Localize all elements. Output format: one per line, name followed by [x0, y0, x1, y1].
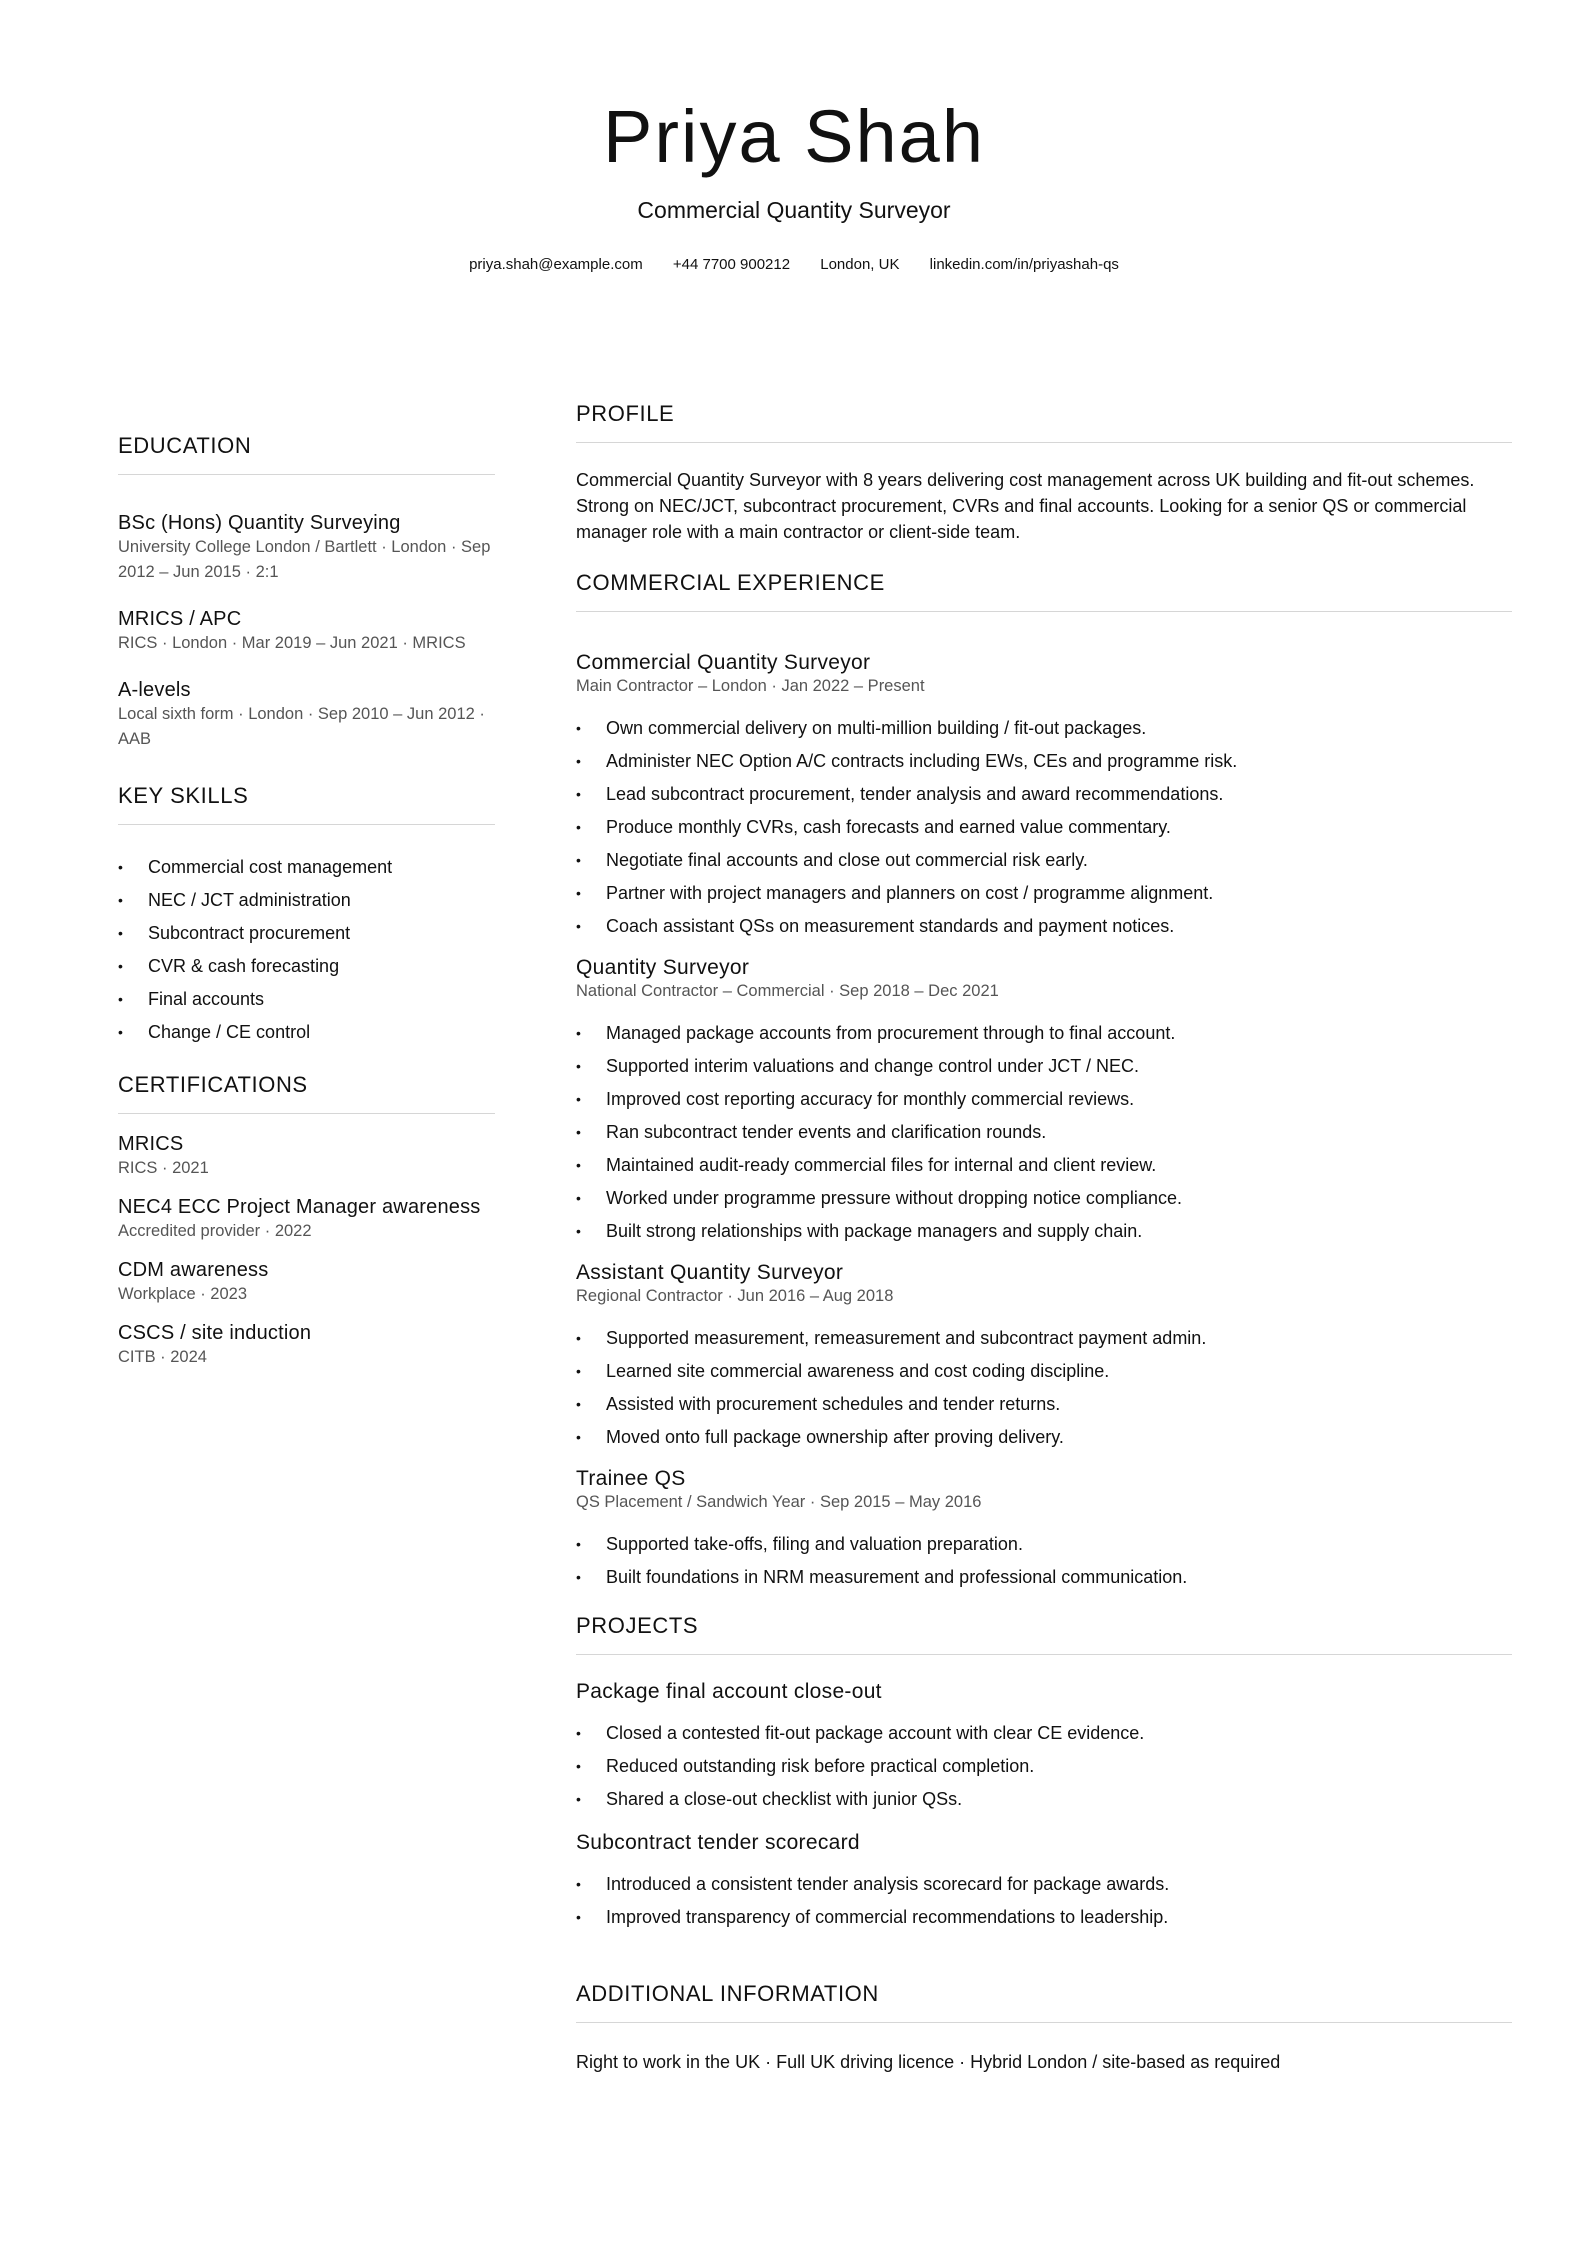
job-bullet: • Improved cost reporting accuracy for monthly commercial reviews. — [576, 1083, 1512, 1116]
profile-text: Commercial Quantity Surveyor with 8 years delivering cost management across UK building and fit-out schemes. Strong on NEC/JCT, subcontract procurement, CVRs and final accounts. Looking for a senior QS or commercial manager role with a main contractor or client-side team. — [576, 470, 1475, 542]
certification-item — [118, 1195, 495, 1244]
project-title: Subcontract tender scorecard — [576, 1831, 860, 1854]
certification-item — [118, 1321, 495, 1370]
projects-section — [576, 1612, 1512, 1934]
education-title: BSc (Hons) Quantity Surveying — [118, 512, 401, 534]
skill-item: • Change / CE control — [118, 1016, 495, 1049]
job-bullet: • Managed package accounts from procurement through to final account. — [576, 1017, 1512, 1050]
certification-meta: Accredited provider · 2022 — [118, 1222, 312, 1240]
job-bullet: • Moved onto full package ownership after proving delivery. — [576, 1421, 1512, 1454]
candidate-role: Commercial Quantity Surveyor — [637, 197, 951, 223]
project-bullet: • Shared a close-out checklist with junior QSs. — [576, 1783, 1512, 1816]
profile-section — [576, 400, 1512, 545]
job-bullets — [576, 1017, 1512, 1248]
contact-line — [0, 255, 1588, 275]
project-bullets — [576, 1868, 1512, 1934]
education-title: MRICS / APC — [118, 608, 242, 630]
project-entry — [576, 1679, 1512, 1816]
job-entry — [576, 955, 1512, 1248]
job-bullet: • Supported interim valuations and change control under JCT / NEC. — [576, 1050, 1512, 1083]
job-entry — [576, 650, 1512, 943]
job-bullet: • Assisted with procurement schedules and tender returns. — [576, 1388, 1512, 1421]
skill-item: • CVR & cash forecasting — [118, 950, 495, 983]
job-bullet: • Maintained audit-ready commercial files for internal and client review. — [576, 1149, 1512, 1182]
job-bullet: • Learned site commercial awareness and cost coding discipline. — [576, 1355, 1512, 1388]
skill-item: • Commercial cost management — [118, 851, 495, 884]
certifications-section — [118, 1071, 495, 1370]
education-list — [118, 511, 495, 752]
contact-email[interactable]: priya.shah@example.com — [469, 256, 643, 273]
job-entry — [576, 1260, 1512, 1454]
project-bullet: • Improved transparency of commercial recommendations to leadership. — [576, 1901, 1512, 1934]
certification-meta: Workplace · 2023 — [118, 1285, 248, 1303]
experience-section — [576, 569, 1512, 1594]
job-meta: Main Contractor – London · Jan 2022 – Present — [576, 677, 925, 695]
job-bullet: • Supported take-offs, filing and valuation preparation. — [576, 1528, 1512, 1561]
additional-text: Right to work in the UK · Full UK driving licence · Hybrid London / site-based as required — [576, 2052, 1281, 2072]
certification-title: CDM awareness — [118, 1259, 269, 1281]
education-meta: Local sixth form · London · Sep 2010 – Jun 2012 · AAB — [118, 705, 485, 748]
job-title: Trainee QS — [576, 1467, 686, 1490]
job-title: Commercial Quantity Surveyor — [576, 651, 871, 674]
job-bullets — [576, 1322, 1512, 1454]
job-bullet: • Built strong relationships with package managers and supply chain. — [576, 1215, 1512, 1248]
project-bullet: • Reduced outstanding risk before practical completion. — [576, 1750, 1512, 1783]
certification-meta: RICS · 2021 — [118, 1159, 209, 1177]
education-item — [118, 607, 495, 656]
certifications-list — [118, 1132, 495, 1370]
job-meta: QS Placement / Sandwich Year · Sep 2015 – May 2016 — [576, 1493, 982, 1511]
skill-item: • Subcontract procurement — [118, 917, 495, 950]
certification-item — [118, 1258, 495, 1307]
contact-location: London, UK — [820, 256, 900, 273]
job-bullets — [576, 1528, 1512, 1594]
project-bullet: • Introduced a consistent tender analysis scorecard for package awards. — [576, 1868, 1512, 1901]
project-bullets — [576, 1717, 1512, 1816]
education-meta: RICS · London · Mar 2019 – Jun 2021 · MRICS — [118, 634, 466, 652]
job-meta: National Contractor – Commercial · Sep 2018 – Dec 2021 — [576, 982, 999, 1000]
skills-list — [118, 851, 495, 1049]
certification-title: MRICS — [118, 1133, 184, 1155]
job-bullet: • Ran subcontract tender events and clarification rounds. — [576, 1116, 1512, 1149]
contact-phone: +44 7700 900212 — [672, 256, 791, 273]
job-bullet: • Lead subcontract procurement, tender analysis and award recommendations. — [576, 778, 1512, 811]
contact-linkedin[interactable]: linkedin.com/in/priyashah-qs — [929, 256, 1119, 273]
left-column — [118, 432, 495, 1384]
certification-meta: CITB · 2024 — [118, 1348, 207, 1366]
project-title: Package final account close-out — [576, 1680, 882, 1703]
job-bullet: • Negotiate final accounts and close out commercial risk early. — [576, 844, 1512, 877]
job-entry — [576, 1466, 1512, 1594]
job-bullet: • Own commercial delivery on multi-million building / fit-out packages. — [576, 712, 1512, 745]
job-meta: Regional Contractor · Jun 2016 – Aug 2018 — [576, 1287, 894, 1305]
job-bullet: • Coach assistant QSs on measurement standards and payment notices. — [576, 910, 1512, 943]
certification-item — [118, 1132, 495, 1181]
certification-title: NEC4 ECC Project Manager awareness — [118, 1196, 481, 1218]
job-title: Quantity Surveyor — [576, 956, 750, 979]
job-title: Assistant Quantity Surveyor — [576, 1261, 844, 1284]
skills-section — [118, 782, 495, 1049]
project-entry — [576, 1830, 1512, 1934]
job-bullet: • Partner with project managers and planners on cost / programme alignment. — [576, 877, 1512, 910]
additional-section — [576, 1980, 1512, 2075]
skill-item: • Final accounts — [118, 983, 495, 1016]
job-bullet: • Supported measurement, remeasurement and subcontract payment admin. — [576, 1322, 1512, 1355]
right-column — [576, 400, 1512, 2075]
job-bullet: • Administer NEC Option A/C contracts including EWs, CEs and programme risk. — [576, 745, 1512, 778]
section-title-projects: PROJECTS — [576, 1612, 1512, 1655]
education-title: A-levels — [118, 679, 191, 701]
job-bullets — [576, 712, 1512, 943]
job-bullet: • Built foundations in NRM measurement and professional communication. — [576, 1561, 1512, 1594]
section-title-skills: KEY SKILLS — [118, 782, 495, 825]
candidate-name: Priya Shah — [603, 95, 985, 178]
section-title-profile: PROFILE — [576, 400, 1512, 443]
section-title-experience: COMMERCIAL EXPERIENCE — [576, 569, 1512, 612]
job-bullet: • Produce monthly CVRs, cash forecasts and earned value commentary. — [576, 811, 1512, 844]
section-title-additional: ADDITIONAL INFORMATION — [576, 1980, 1512, 2023]
section-title-education: EDUCATION — [118, 432, 495, 475]
section-title-certifications: CERTIFICATIONS — [118, 1071, 495, 1114]
education-meta: University College London / Bartlett · London · Sep 2012 – Jun 2015 · 2:1 — [118, 538, 491, 581]
skill-item: • NEC / JCT administration — [118, 884, 495, 917]
education-item — [118, 511, 495, 585]
project-bullet: • Closed a contested fit-out package account with clear CE evidence. — [576, 1717, 1512, 1750]
education-section — [118, 432, 495, 752]
education-item — [118, 678, 495, 752]
job-bullet: • Worked under programme pressure without dropping notice compliance. — [576, 1182, 1512, 1215]
certification-title: CSCS / site induction — [118, 1322, 312, 1344]
